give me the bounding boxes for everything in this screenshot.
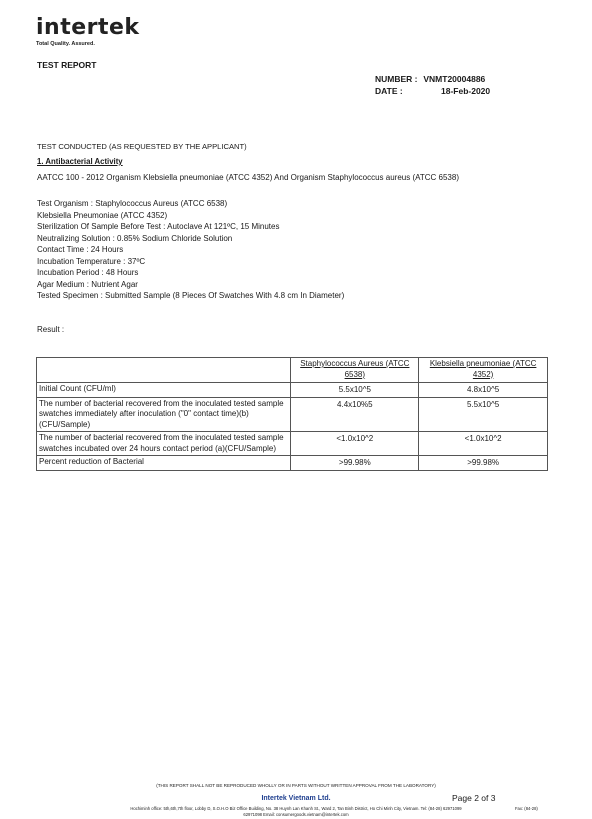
report-date: 18-Feb-2020 bbox=[441, 86, 491, 96]
cell-value: <1.0x10^2 bbox=[419, 432, 548, 456]
cell-value: >99.98% bbox=[291, 456, 419, 471]
footer-disclaimer: (THIS REPORT SHALL NOT BE REPRODUCED WHOLLY OR IN PARTS WITHOUT WRITTEN APPROVAL FROM THE LABORATORY) bbox=[156, 783, 436, 788]
cell-value: 5.5x10^5 bbox=[419, 397, 548, 432]
footer-address: Hochiminh office: 5th,6th,7th floor, Lobby D, S.O.H.O Biz Office Building, No. 38 Huynh Lan Khanh St., Ward 2, Tan Binh District, Ho Chi Minh City, Vietnam. Tel: (84-28) 62971099 bbox=[130, 806, 462, 811]
row-label: The number of bacterial recovered from the inoculated tested sample swatches immediately after inoculation ("0" contact time)(b)(CFU/Sample) bbox=[37, 397, 291, 432]
result-label: Result : bbox=[37, 325, 65, 334]
table-row bbox=[37, 432, 548, 456]
column-header: Klebsiella pneumoniae (ATCC 4352) bbox=[419, 358, 548, 383]
footer-company: Intertek Vietnam Ltd. bbox=[261, 795, 331, 802]
report-meta bbox=[375, 73, 490, 97]
param-line: Contact Time : 24 Hours bbox=[37, 245, 124, 254]
section-heading: 1. Antibacterial Activity bbox=[37, 157, 123, 166]
cell-value: 4.8x10^5 bbox=[419, 383, 548, 398]
section-intro: TEST CONDUCTED (AS REQUESTED BY THE APPLICANT) bbox=[37, 142, 247, 151]
param-line: Incubation Temperature : 37ºC bbox=[37, 256, 146, 266]
param-line: Klebsiella Pneumoniae (ATCC 4352) bbox=[37, 210, 168, 220]
param-line: Tested Specimen : Submitted Sample (8 Pieces Of Swatches With 4.8 cm In Diameter) bbox=[37, 291, 345, 300]
cell-value: 4.4x10%5 bbox=[291, 397, 419, 432]
report-title: TEST REPORT bbox=[37, 60, 97, 70]
param-line: Test Organism : Staphylococcus Aureus (ATCC 6538) bbox=[37, 199, 228, 208]
param-line: Neutralizing Solution : 0.85% Sodium Chloride Solution bbox=[37, 233, 233, 243]
table-row bbox=[37, 383, 548, 398]
number-label: NUMBER : bbox=[375, 74, 418, 84]
footer-fax: Fax: (84-28) bbox=[515, 806, 538, 811]
results-table bbox=[36, 357, 548, 471]
row-label: The number of bacterial recovered from the inoculated tested sample swatches incubated over 24 hours contact period (a)(CFU/Sample) bbox=[37, 432, 291, 456]
row-label: Percent reduction of Bacterial bbox=[37, 456, 291, 471]
test-parameters bbox=[37, 198, 344, 302]
table-row bbox=[37, 397, 548, 432]
page-number: Page 2 of 3 bbox=[452, 793, 496, 803]
column-header: Staphylococcus Aureus (ATCC 6538) bbox=[291, 358, 419, 383]
report-number: VNMT20004886 bbox=[423, 74, 486, 84]
table-row bbox=[37, 456, 548, 471]
date-label: DATE : bbox=[375, 86, 403, 96]
table-header-row bbox=[37, 358, 548, 383]
logo-tagline: Total Quality. Assured. bbox=[36, 41, 95, 47]
table-header-blank bbox=[37, 358, 291, 383]
row-label: Initial Count (CFU/ml) bbox=[37, 383, 291, 398]
cell-value: <1.0x10^2 bbox=[291, 432, 419, 456]
param-line: Incubation Period : 48 Hours bbox=[37, 268, 139, 277]
logo-wordmark: intertek bbox=[36, 15, 140, 40]
param-line: Agar Medium : Nutrient Agar bbox=[37, 279, 138, 289]
cell-value: 5.5x10^5 bbox=[291, 383, 419, 398]
param-line: Sterilization Of Sample Before Test : Autoclave At 121ºC, 15 Minutes bbox=[37, 222, 280, 231]
test-method: AATCC 100 - 2012 Organism Klebsiella pneumoniae (ATCC 4352) And Organism Staphylococcus aureus (ATCC 6538) bbox=[37, 173, 459, 182]
footer-contact: 62971098 Email: consumergoods.vietnam@intertek.com bbox=[243, 812, 349, 817]
company-logo bbox=[36, 16, 140, 47]
cell-value: >99.98% bbox=[419, 456, 548, 471]
